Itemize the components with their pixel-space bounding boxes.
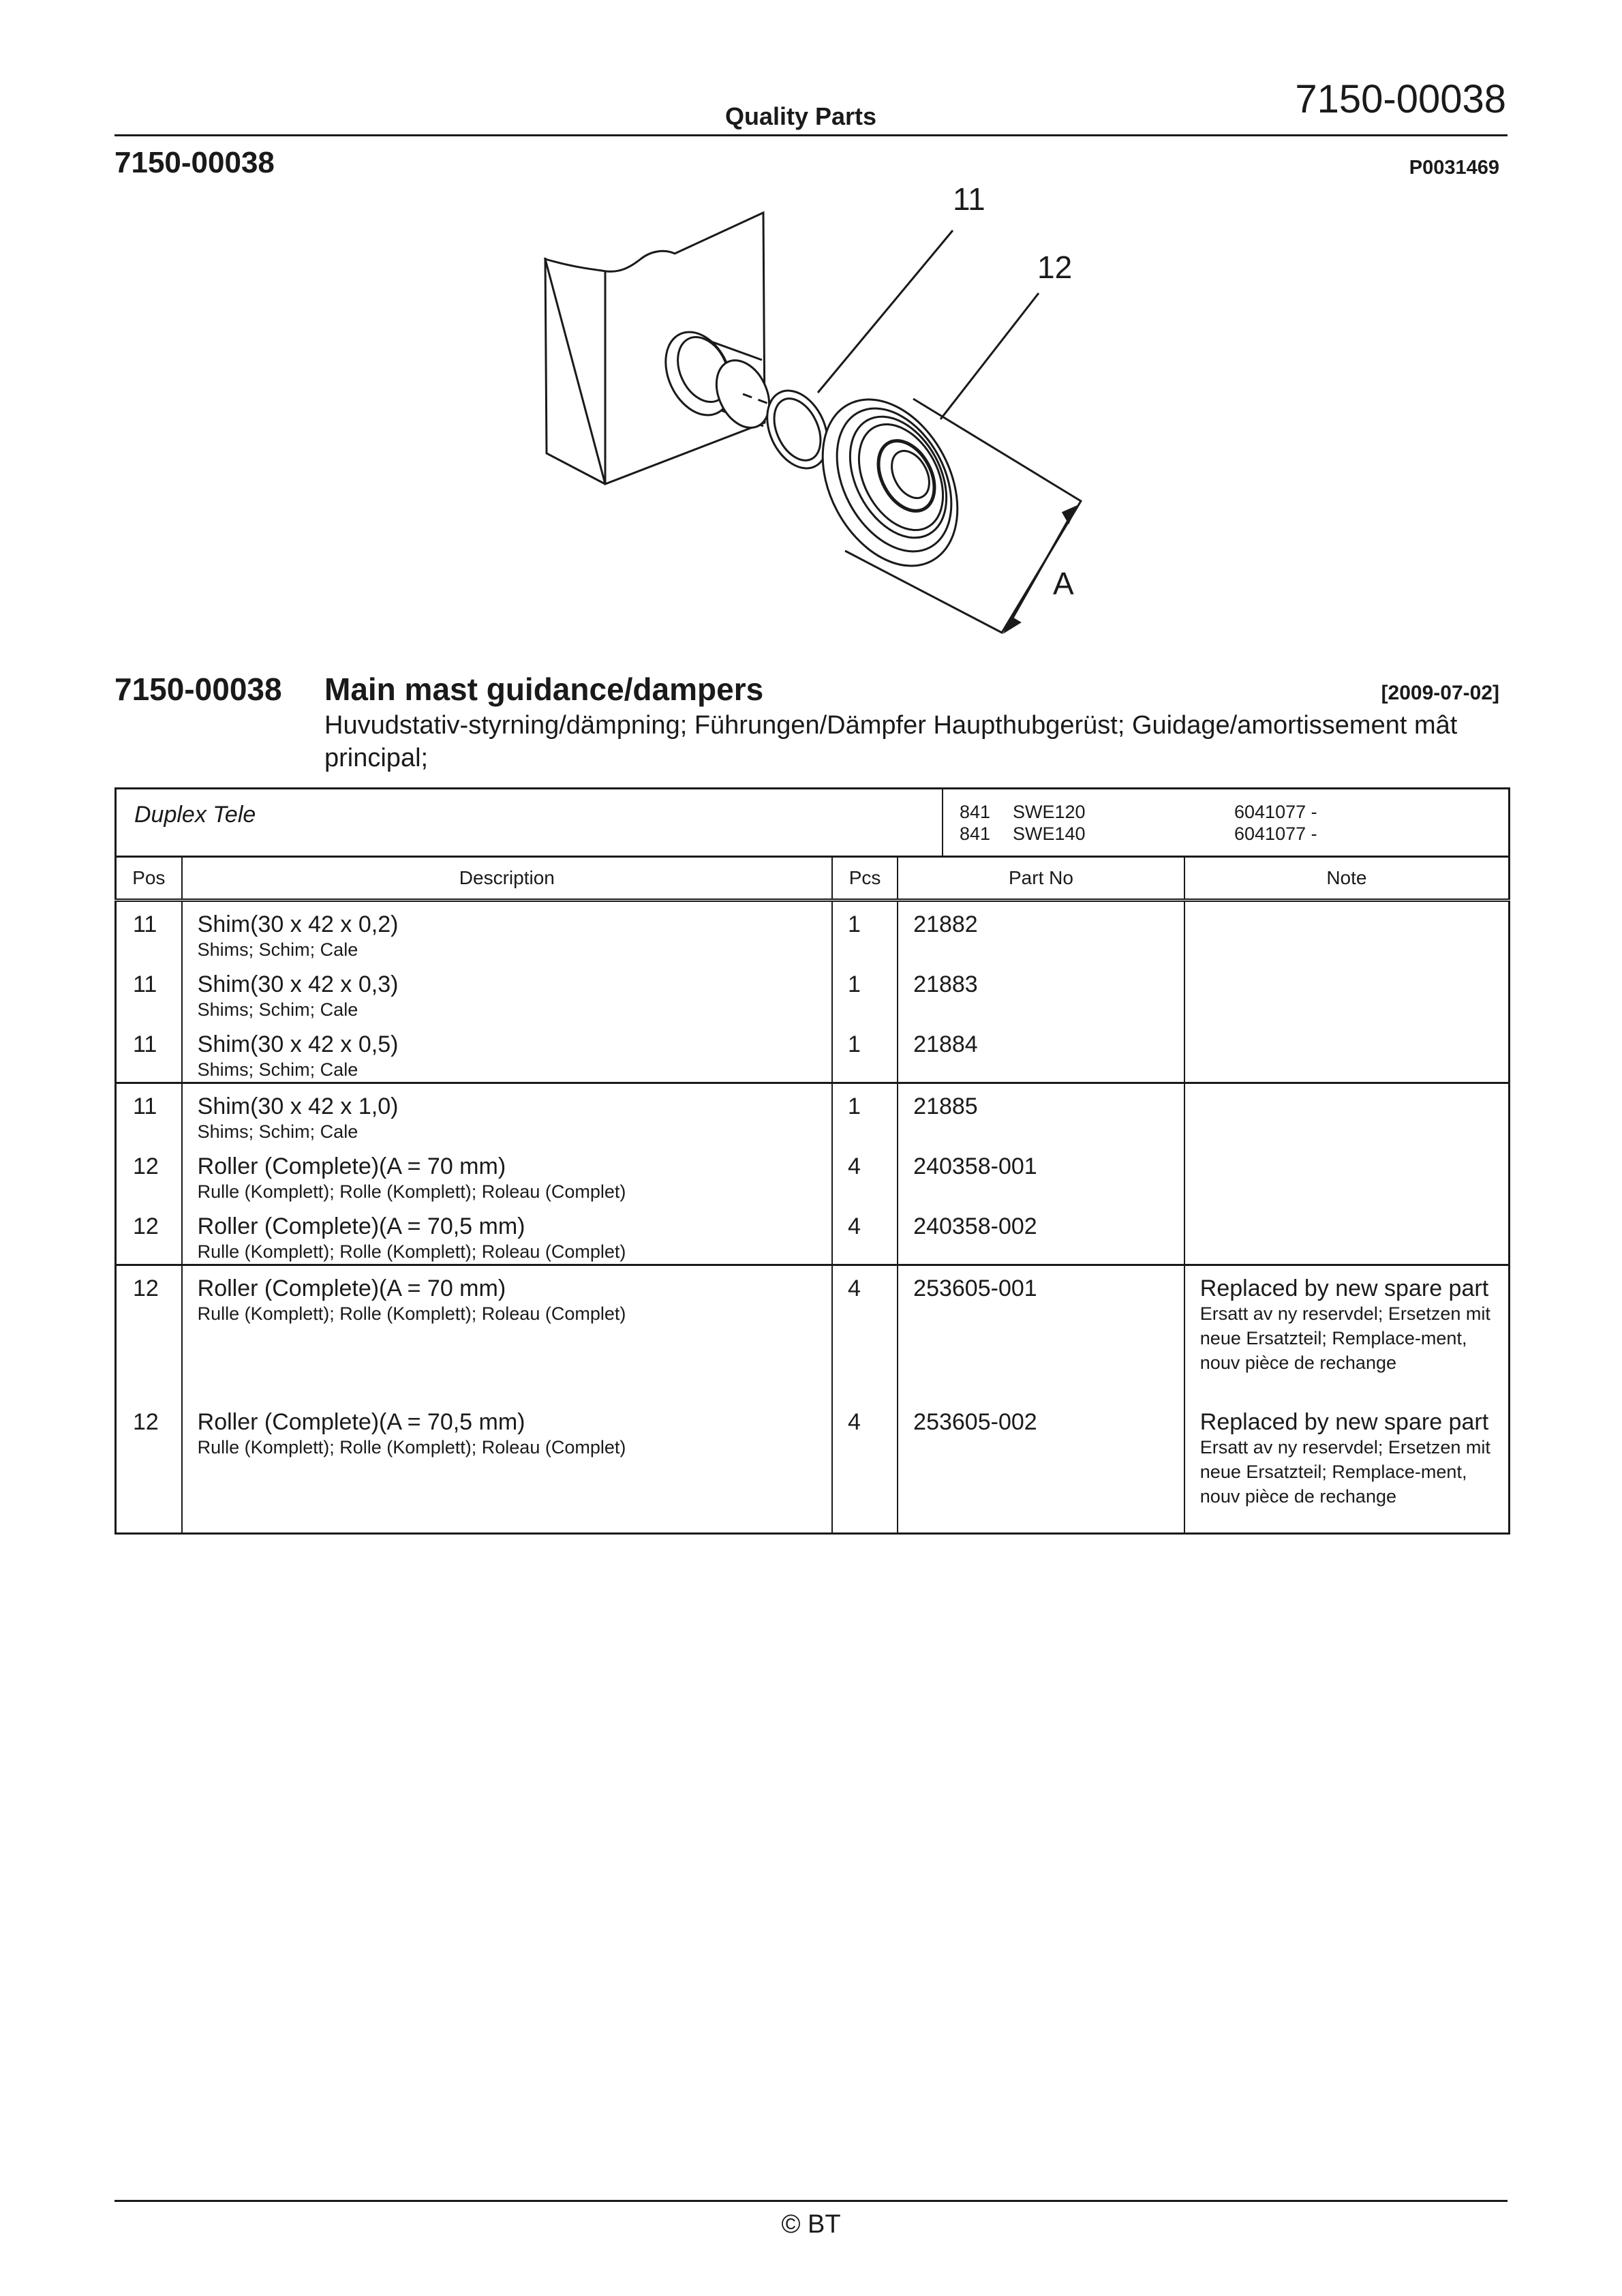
row-note: Replaced by new spare part bbox=[1199, 1408, 1489, 1435]
parts-table bbox=[114, 856, 1510, 1535]
table-row bbox=[116, 1265, 1510, 1400]
row-description: Shim(30 x 42 x 0,3) bbox=[197, 971, 399, 997]
footer-rule bbox=[114, 2200, 1508, 2202]
row-pos: 12 bbox=[133, 1275, 159, 1301]
column-header-description: Description bbox=[182, 857, 832, 901]
row-description: Shim(30 x 42 x 0,5) bbox=[197, 1031, 399, 1057]
row-description-translation: Rulle (Komplett); Rolle (Komplett); Roleau (Complet) bbox=[197, 1241, 626, 1262]
row-pcs: 1 bbox=[848, 971, 861, 997]
callout-11: 11 bbox=[953, 181, 985, 217]
row-description: Roller (Complete)(A = 70,5 mm) bbox=[197, 1408, 525, 1435]
row-description: Roller (Complete)(A = 70 mm) bbox=[197, 1275, 506, 1301]
row-description-translation: Shims; Schim; Cale bbox=[197, 939, 358, 960]
table-title: Main mast guidance/dampers bbox=[324, 671, 764, 707]
row-description-translation: Rulle (Komplett); Rolle (Komplett); Roleau (Complet) bbox=[197, 1436, 626, 1457]
row-part-no: 240358-001 bbox=[913, 1153, 1037, 1179]
column-header-pcs: Pcs bbox=[832, 857, 898, 901]
column-header-note: Note bbox=[1184, 857, 1510, 901]
table-row bbox=[116, 901, 1510, 963]
row-note-translation: Ersatt av ny reservdel; Ersetzen mit neue Ersatzteil; Remplace-ment, nouv pièce de rechange bbox=[1199, 1436, 1490, 1507]
row-pos: 12 bbox=[133, 1213, 159, 1239]
model-name: Duplex Tele bbox=[134, 802, 256, 828]
model-variant: SWE140 bbox=[1013, 824, 1086, 844]
footer-copyright: © BT bbox=[781, 2210, 841, 2239]
row-pos: 12 bbox=[133, 1153, 159, 1179]
row-part-no: 253605-001 bbox=[913, 1275, 1037, 1301]
exploded-view-illustration bbox=[518, 177, 1131, 654]
row-part-no: 240358-002 bbox=[913, 1213, 1037, 1239]
row-pcs: 1 bbox=[848, 911, 861, 937]
model-serial: 6041077 - bbox=[1234, 802, 1317, 822]
row-pcs: 4 bbox=[848, 1153, 861, 1179]
model-variant: SWE120 bbox=[1013, 802, 1086, 822]
model-serial: 6041077 - bbox=[1234, 824, 1317, 844]
header-rule bbox=[114, 134, 1508, 136]
model-code: 841 bbox=[960, 802, 991, 822]
header-title: Quality Parts bbox=[724, 102, 877, 130]
row-pos: 11 bbox=[133, 911, 157, 937]
row-description-translation: Shims; Schim; Cale bbox=[197, 1059, 358, 1080]
row-pos: 11 bbox=[133, 971, 157, 997]
row-pcs: 1 bbox=[848, 1093, 861, 1119]
row-pcs: 4 bbox=[848, 1275, 861, 1301]
row-description-translation: Shims; Schim; Cale bbox=[197, 1121, 358, 1142]
row-pos: 11 bbox=[133, 1031, 157, 1057]
row-description-translation: Rulle (Komplett); Rolle (Komplett); Roleau (Complet) bbox=[197, 1303, 626, 1324]
table-subtitle: Huvudstativ-styrning/dämpning; Führungen/Dämpfer Haupthubgerüst; Guidage/amortissement mât principal; bbox=[324, 711, 1458, 772]
callout-12: 12 bbox=[1037, 250, 1073, 285]
table-row bbox=[116, 1022, 1510, 1083]
column-header-part-no: Part No bbox=[898, 857, 1184, 901]
row-description: Roller (Complete)(A = 70 mm) bbox=[197, 1153, 506, 1179]
dimension-label-a: A bbox=[1053, 566, 1074, 601]
table-row bbox=[116, 962, 1510, 1022]
table-date: [2009-07-02] bbox=[1381, 682, 1499, 704]
row-part-no: 21884 bbox=[913, 1031, 978, 1057]
header-doc-number: 7150-00038 bbox=[1295, 77, 1506, 121]
row-description: Shim(30 x 42 x 0,2) bbox=[197, 911, 399, 937]
model-box bbox=[114, 787, 1510, 858]
row-note-translation: Ersatt av ny reservdel; Ersetzen mit neue Ersatzteil; Remplace-ment, nouv pièce de rechange bbox=[1199, 1303, 1490, 1373]
model-divider bbox=[942, 789, 943, 856]
row-part-no: 21883 bbox=[913, 971, 978, 997]
row-description: Shim(30 x 42 x 1,0) bbox=[197, 1093, 399, 1119]
row-part-no: 253605-002 bbox=[913, 1408, 1037, 1435]
row-pos: 11 bbox=[133, 1093, 157, 1119]
row-pos: 12 bbox=[133, 1408, 159, 1435]
row-pcs: 4 bbox=[848, 1408, 861, 1435]
table-row bbox=[116, 1144, 1510, 1204]
table-row bbox=[116, 1400, 1510, 1534]
model-code: 841 bbox=[960, 824, 991, 844]
row-part-no: 21882 bbox=[913, 911, 978, 937]
table-row bbox=[116, 1083, 1510, 1145]
column-header-pos: Pos bbox=[116, 857, 182, 901]
figure-reference: P0031469 bbox=[1409, 157, 1499, 179]
row-part-no: 21885 bbox=[913, 1093, 978, 1119]
row-pcs: 1 bbox=[848, 1031, 861, 1057]
row-pcs: 4 bbox=[848, 1213, 861, 1239]
section-id: 7150-00038 bbox=[114, 146, 275, 179]
table-header-row bbox=[116, 857, 1510, 901]
table-row bbox=[116, 1204, 1510, 1265]
row-description: Roller (Complete)(A = 70,5 mm) bbox=[197, 1213, 525, 1239]
table-section-id: 7150-00038 bbox=[114, 671, 282, 707]
row-description-translation: Rulle (Komplett); Rolle (Komplett); Roleau (Complet) bbox=[197, 1181, 626, 1202]
row-description-translation: Shims; Schim; Cale bbox=[197, 999, 358, 1020]
row-note: Replaced by new spare part bbox=[1199, 1275, 1489, 1301]
